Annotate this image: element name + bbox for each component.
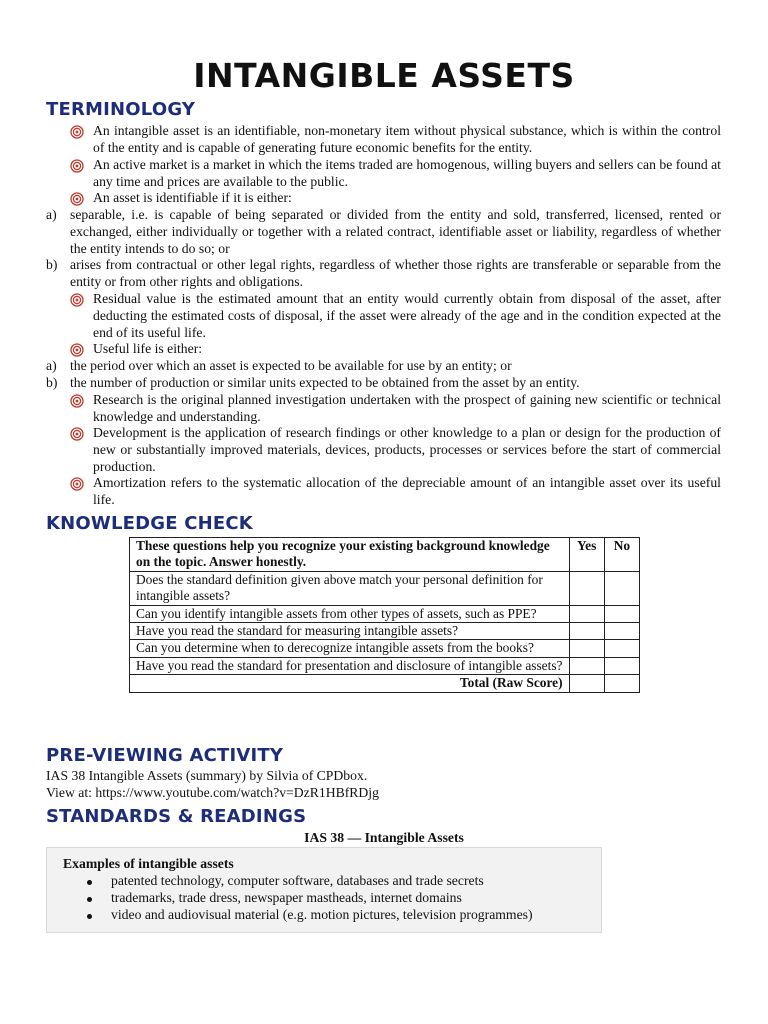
no-answer-cell[interactable] (604, 657, 639, 674)
terminology-subitem: the number of production or similar units expected to be obtained from the asset by an entity. (70, 375, 580, 390)
terminology-item: Research is the original planned investigation undertaken with the prospect of gaining new scientific or technical knowledge and understanding. (93, 392, 721, 424)
total-row (130, 675, 640, 692)
yes-answer-cell[interactable] (569, 657, 604, 674)
question-cell: Can you determine when to derecognize intangible assets from the books? (130, 640, 570, 657)
no-answer-cell[interactable] (604, 623, 639, 640)
list-label: b) (46, 257, 58, 272)
no-answer-cell[interactable] (604, 571, 639, 605)
examples-box (46, 847, 602, 933)
terminology-item: Residual value is the estimated amount that an entity would currently obtain from disposal of the asset, after deducting the estimated costs of disposal, if the asset were already of the age and in the condition expected at the end of its useful life. (93, 291, 721, 340)
video-link[interactable]: View at: https://www.youtube.com/watch?v=DzR1HBfRDjg (46, 785, 379, 800)
list-label: a) (46, 358, 57, 373)
list-label: b) (46, 375, 58, 390)
terminology-heading: TERMINOLOGY (46, 99, 196, 120)
target-bullet-icon (70, 291, 86, 307)
table-row (130, 605, 640, 622)
total-label: Total (Raw Score) (130, 675, 570, 692)
yes-answer-cell[interactable] (569, 623, 604, 640)
target-bullet-icon (70, 341, 86, 357)
target-bullet-icon (70, 425, 86, 441)
terminology-subitem: separable, i.e. is capable of being separated or divided from the entity and sold, transferred, licensed, rented or exchanged, either individually or together with a related contract, identifiable asset or liability, regardless of whether the entity intends to do so; or (70, 207, 721, 256)
question-cell: Have you read the standard for measuring intangible assets? (130, 623, 570, 640)
target-bullet-icon (70, 190, 86, 206)
terminology-subitem: the period over which an asset is expected to be available for use by an entity; or (70, 358, 512, 373)
terminology-item: Development is the application of research findings or other knowledge to a plan or design for the production of new or substantially improved materials, devices, products, processes or services before the start of commercial production. (93, 425, 721, 474)
example-item: trademarks, trade dress, newspaper mastheads, internet domains (111, 890, 462, 905)
dot-bullet-icon (87, 897, 92, 902)
terminology-item: An active market is a market in which the items traded are homogenous, willing buyers and sellers can be found at any time and prices are available to the public. (93, 157, 721, 189)
pre-viewing-description: IAS 38 Intangible Assets (summary) by Silvia of CPDbox. (46, 768, 368, 783)
examples-title: Examples of intangible assets (63, 856, 234, 871)
yes-answer-cell[interactable] (569, 571, 604, 605)
example-item: video and audiovisual material (e.g. motion pictures, television programmes) (111, 907, 533, 922)
dot-bullet-icon (87, 880, 92, 885)
target-bullet-icon (70, 157, 86, 173)
terminology-item: Useful life is either: (93, 341, 203, 356)
target-bullet-icon (70, 123, 86, 139)
standard-subtitle: IAS 38 — Intangible Assets (304, 830, 464, 845)
yes-column-header: Yes (569, 538, 604, 572)
no-column-header: No (604, 538, 639, 572)
yes-answer-cell[interactable] (569, 640, 604, 657)
target-bullet-icon (70, 392, 86, 408)
table-row (130, 657, 640, 674)
example-item: patented technology, computer software, databases and trade secrets (111, 873, 484, 888)
question-cell: Have you read the standard for presentation and disclosure of intangible assets? (130, 657, 570, 674)
pre-viewing-heading: PRE-VIEWING ACTIVITY (46, 745, 284, 766)
table-header-text: These questions help you recognize your existing background knowledge on the topic. Answer honestly. (130, 538, 570, 572)
terminology-item: Amortization refers to the systematic allocation of the depreciable amount of an intangible asset over its useful life. (93, 475, 721, 507)
terminology-item: An intangible asset is an identifiable, non-monetary item without physical substance, which is within the control of the entity and is capable of generating future economic benefits for the entity. (93, 123, 721, 155)
target-bullet-icon (70, 475, 86, 491)
terminology-item: An asset is identifiable if it is either: (93, 190, 292, 205)
dot-bullet-icon (87, 914, 92, 919)
table-row (130, 623, 640, 640)
no-answer-cell[interactable] (604, 640, 639, 657)
yes-answer-cell[interactable] (569, 605, 604, 622)
no-answer-cell[interactable] (604, 605, 639, 622)
table-row (130, 640, 640, 657)
knowledge-check-table (129, 537, 640, 693)
table-header-row (130, 538, 640, 572)
question-cell: Does the standard definition given above match your personal definition for intangible assets? (130, 571, 570, 605)
yes-total-cell[interactable] (569, 675, 604, 692)
page-title: INTANGIBLE ASSETS (193, 56, 575, 95)
list-label: a) (46, 207, 57, 222)
standards-heading: STANDARDS & READINGS (46, 806, 307, 827)
no-total-cell[interactable] (604, 675, 639, 692)
knowledge-check-heading: KNOWLEDGE CHECK (46, 513, 253, 534)
question-cell: Can you identify intangible assets from other types of assets, such as PPE? (130, 605, 570, 622)
terminology-subitem: arises from contractual or other legal rights, regardless of whether those rights are transferable or separable from the entity or from other rights and obligations. (70, 257, 721, 289)
table-row (130, 571, 640, 605)
